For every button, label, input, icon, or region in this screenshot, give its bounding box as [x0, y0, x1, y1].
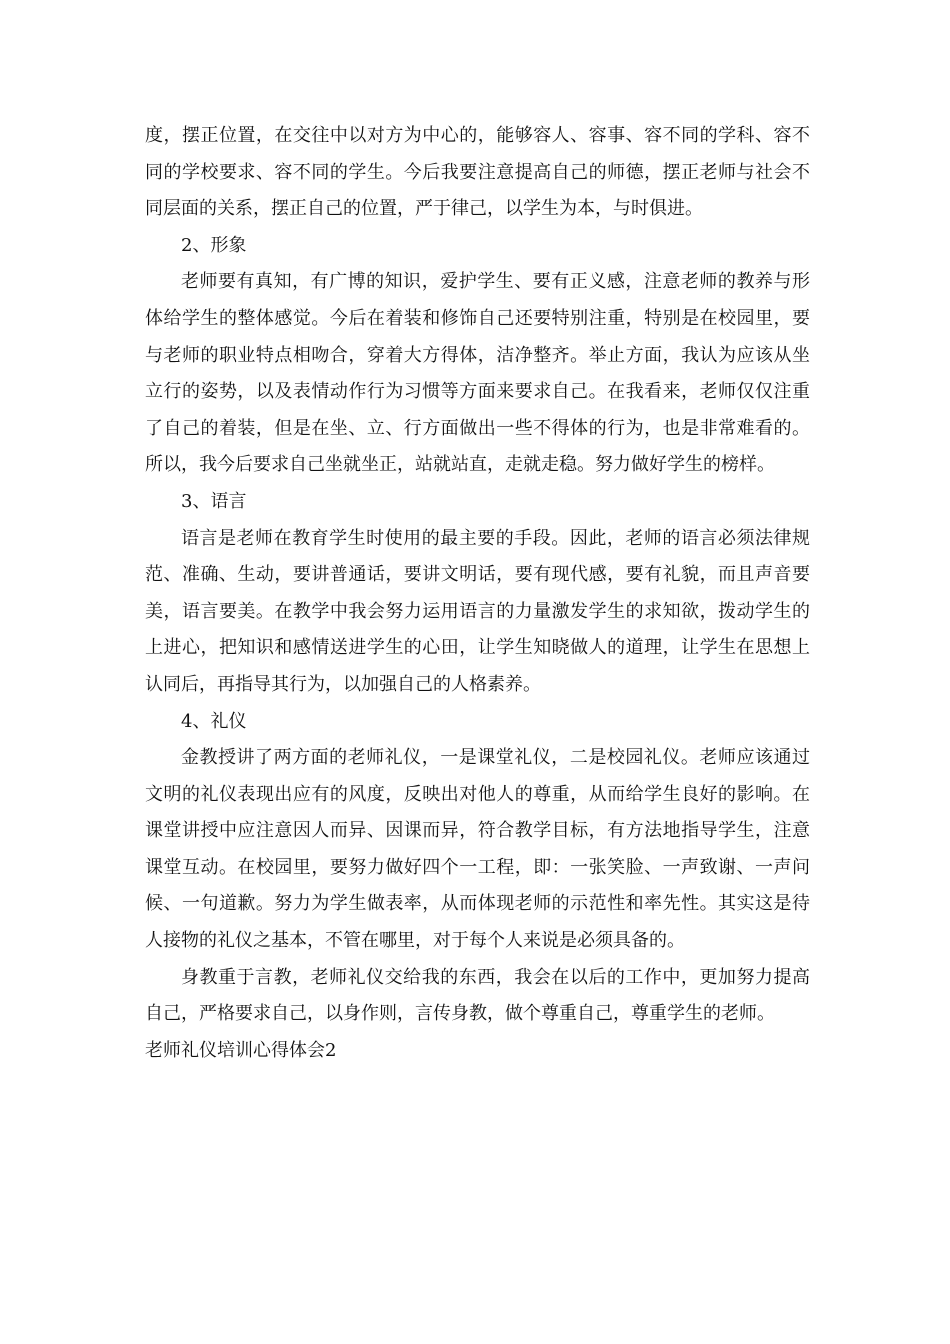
section-heading-language: 3、语言 — [181, 490, 247, 512]
paragraph-conclusion: 身教重于言教，老师礼仪交给我的东西，我会在以后的工作中，更加努力提高自己，严格要求自己，以身作则，言传身教，做个尊重自己，尊重学生的老师。 — [145, 966, 810, 1025]
section-heading-appearance: 2、形象 — [181, 234, 247, 256]
paragraph-language: 语言是老师在教育学生时使用的最主要的手段。因此，老师的语言必须法律规范、准确、生动，要讲普通话，要讲文明话，要有现代感，要有礼貌，而且声音要美，语言要美。在教学中我会努力运用语言的力量激发学生的求知欲，拨动学生的上进心，把知识和感情送进学生的心田，让学生知晓做人的道理，让学生在思想上认同后，再指导其行为，以加强自己的人格素养。 — [145, 527, 810, 695]
document-body — [145, 118, 810, 1069]
next-article-title: 老师礼仪培训心得体会2 — [145, 1039, 337, 1061]
paragraph-appearance: 老师要有真知，有广博的知识，爱护学生、要有正义感，注意老师的教养与形体给学生的整体感觉。今后在着装和修饰自己还要特别注重，特别是在校园里，要与老师的职业特点相吻合，穿着大方得体，洁净整齐。举止方面，我认为应该从坐立行的姿势，以及表情动作行为习惯等方面来要求自己。在我看来，老师仅仅注重了自己的着装，但是在坐、立、行方面做出一些不得体的行为，也是非常难看的。所以，我今后要求自己坐就坐正，站就站直，走就走稳。努力做好学生的榜样。 — [145, 271, 810, 476]
paragraph-continuation: 度，摆正位置，在交往中以对方为中心的，能够容人、容事、容不同的学科、容不同的学校要求、容不同的学生。今后我要注意提高自己的师德，摆正老师与社会不同层面的关系，摆正自己的位置，严于律己，以学生为本，与时俱进。 — [145, 125, 810, 220]
paragraph-etiquette: 金教授讲了两方面的老师礼仪，一是课堂礼仪，二是校园礼仪。老师应该通过文明的礼仪表现出应有的风度，反映出对他人的尊重，从而给学生良好的影响。在课堂讲授中应注意因人而异、因课而异，符合教学目标，有方法地指导学生，注意课堂互动。在校园里，要努力做好四个一工程，即：一张笑脸、一声致谢、一声问候、一句道歉。努力为学生做表率，从而体现老师的示范性和率先性。其实这是待人接物的礼仪之基本，不管在哪里，对于每个人来说是必须具备的。 — [145, 747, 810, 952]
section-heading-etiquette: 4、礼仪 — [181, 710, 247, 732]
